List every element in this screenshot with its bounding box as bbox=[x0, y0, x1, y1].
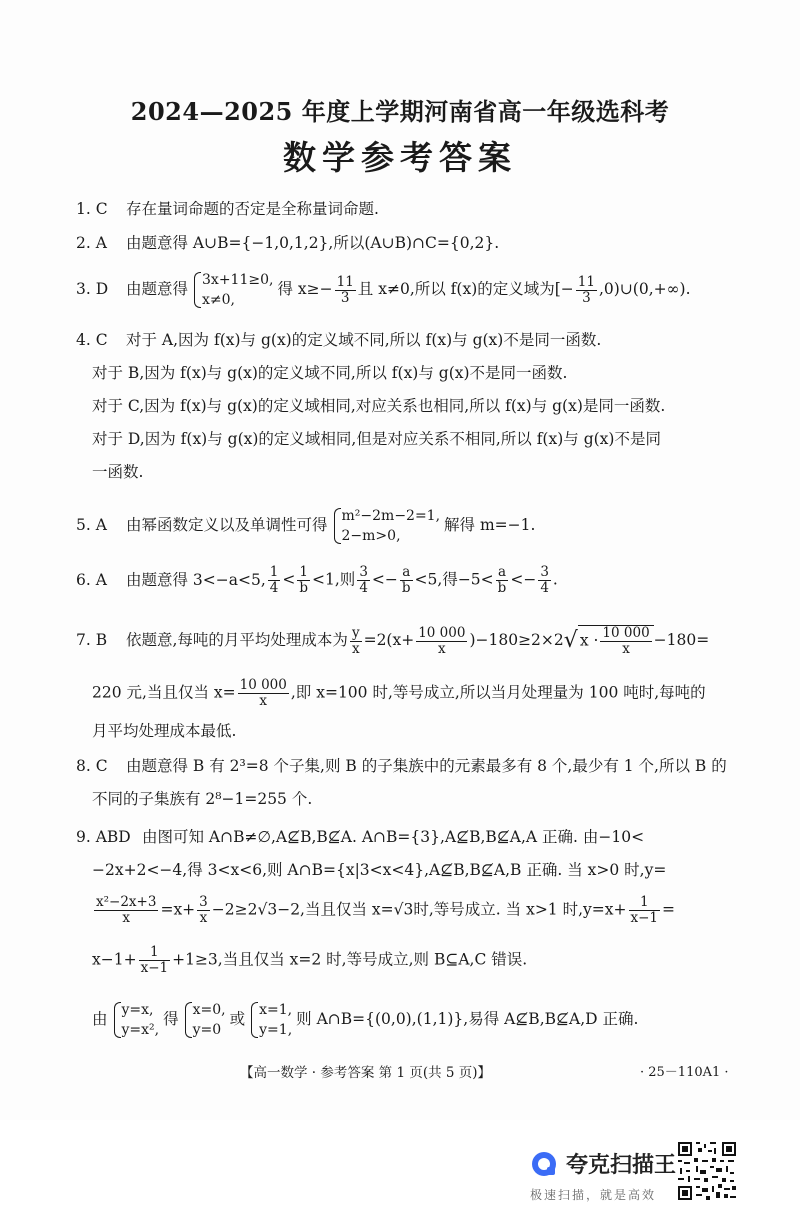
answer-8: 8. C 由题意得 B 有 2³=8 个子集,则 B 的子集族中的元素最多有 8 个,最少有 1 个,所以 B 的 bbox=[76, 757, 727, 775]
answer-6: 6. A 由题意得 3<−a<5, $\frac{1}{4}$ < $\frac{1}{b}$ <1,则 $\frac{3}{4}$ <− $\frac{a}{b}$ <5,得−5< $\frac{a}{b}$ <− $\frac{3}{4}$ . bbox=[76, 564, 558, 596]
fraction: $\frac{a}{b}$ bbox=[401, 564, 411, 596]
equation-system: y=x, y=x², bbox=[112, 1000, 160, 1040]
answer-7-line-3: 月平均处理成本最低. bbox=[92, 722, 237, 740]
question-number: 3. D bbox=[76, 280, 109, 298]
answer-9-line-3: $\frac{\text{x²−2x+3}}{x}$ =x+ $\frac{3}{x}$ −2≥2√3−2,当且仅当 x=√3时,等号成立. 当 x>1 时,y=x+ $\frac{1}{x-1}$ = bbox=[96, 894, 676, 926]
exam-code: · 25－110A1 · bbox=[640, 1065, 729, 1080]
fraction: $\frac{\text{x²−2x+3}}{x}$ bbox=[96, 894, 157, 926]
fraction: $\frac{10 000}{x}$ bbox=[602, 625, 650, 657]
question-number: 4. C bbox=[76, 331, 108, 349]
answer-4-line-5: 一函数. bbox=[92, 463, 144, 481]
answer-7: 7. B 依题意,每吨的月平均处理成本为 $\frac{y}{x}$ =2(x+ $\frac{10 000}{x}$ )−180≥2×2√ x · $\frac{10 000}{x}$ −180= bbox=[76, 624, 710, 657]
answer-5: 5. A 由幂函数定义以及单调性可得 m²−2m−2=1, 2−m>0, 解得 m=−1. bbox=[76, 508, 536, 544]
fraction: $\frac{3}{x}$ bbox=[199, 894, 208, 926]
fraction: $\frac{a}{b}$ bbox=[497, 564, 507, 596]
question-number: 2. A bbox=[76, 234, 107, 252]
answer-4-line-4: 对于 D,因为 f(x)与 g(x)的定义域相同,但是对应关系不相同,所以 f(x)与 g(x)不是同 bbox=[92, 430, 661, 448]
equation-system: 3x+11≥0, x≠0, bbox=[192, 270, 273, 310]
answer-9: 9. ABD 由图可知 A∩B≠∅,A⊈B,B⊈A. A∩B={3},A⊈B,B⊈A,A 正确. 由−10< bbox=[76, 828, 645, 846]
answer-1 bbox=[76, 198, 379, 220]
fraction: $\frac{1}{b}$ bbox=[299, 564, 309, 596]
watermark-brand: 夸克扫描王 bbox=[566, 1153, 677, 1178]
answer-3: 3. D 由题意得 3x+11≥0, x≠0, 得 x≥− $\frac{11}{3}$ 且 x≠0,所以 f(x)的定义域为[− $\frac{11}{3}$ ,0)∪(0,+∞). bbox=[76, 272, 691, 308]
answer-9-line-2: −2x+2<−4,得 3<x<6,则 A∩B={x|3<x<4},A⊈B,B⊈A,B 正确. 当 x>0 时,y= bbox=[92, 861, 667, 879]
answer-9-line-5: 由 y=x, y=x², 得 x=0, y=0 或 x=1, y=1, 则 A∩B={(0,0),(1,1)},易得 A⊈B,B⊈A,D 正确. bbox=[92, 1002, 639, 1038]
answer-2 bbox=[76, 232, 499, 254]
qr-code-icon bbox=[676, 1140, 738, 1202]
question-number: 7. B bbox=[76, 631, 108, 649]
explanation: 由题意得 A∪B={−1,0,1,2},所以(A∪B)∩C={0,2}. bbox=[126, 234, 500, 252]
fraction: $\frac{3}{4}$ bbox=[540, 564, 549, 596]
fraction: $\frac{3}{4}$ bbox=[359, 564, 368, 596]
question-number: 9. ABD bbox=[76, 828, 131, 846]
answer-4: 4. C 对于 A,因为 f(x)与 g(x)的定义域不同,所以 f(x)与 g(x)不是同一函数. bbox=[76, 331, 602, 349]
equation-system: x=0, y=0 bbox=[183, 1000, 226, 1040]
answer-4-line-3: 对于 C,因为 f(x)与 g(x)的定义域相同,对应关系也相同,所以 f(x)与 g(x)是同一函数. bbox=[92, 397, 666, 415]
question-number: 6. A bbox=[76, 570, 107, 589]
fraction: $\frac{11}{3}$ bbox=[577, 273, 595, 306]
question-number: 8. C bbox=[76, 757, 108, 775]
question-number: 1. C bbox=[76, 200, 108, 218]
fraction: $\frac{10 000}{x}$ bbox=[418, 624, 466, 657]
answer-4-line-2: 对于 B,因为 f(x)与 g(x)的定义域不同,所以 f(x)与 g(x)不是同一函数. bbox=[92, 364, 568, 382]
fraction: $\frac{1}{x-1}$ bbox=[140, 944, 169, 976]
answer-8-line-2: 不同的子集族有 2⁸−1=255 个. bbox=[92, 790, 313, 808]
equation-system: x=1, y=1, bbox=[249, 1000, 292, 1040]
explanation: 存在量词命题的否定是全称量词命题. bbox=[126, 200, 379, 218]
fraction: $\frac{1}{x-1}$ bbox=[630, 894, 659, 926]
square-root: x · $\frac{10 000}{x}$ bbox=[578, 625, 654, 657]
page-title: 数学参考答案 bbox=[283, 138, 517, 177]
fraction: $\frac{1}{4}$ bbox=[269, 564, 279, 596]
equation-system: m²−2m−2=1, 2−m>0, bbox=[332, 506, 441, 546]
watermark-tagline: 极速扫描，就是高效 bbox=[530, 1188, 657, 1202]
fraction: $\frac{11}{3}$ bbox=[336, 273, 354, 306]
fraction: $\frac{10 000}{x}$ bbox=[239, 677, 287, 709]
fraction: $\frac{y}{x}$ bbox=[351, 624, 360, 657]
question-number: 5. A bbox=[76, 516, 107, 534]
answer-7-line-2: 220 元,当且仅当 x= $\frac{10 000}{x}$ ,即 x=100 时,等号成立,所以当月处理量为 100 吨时,每吨的 bbox=[92, 677, 706, 709]
exam-title: 2024—2025 年度上学期河南省高一年级选科考 bbox=[130, 97, 670, 126]
answer-9-line-4: x−1+ $\frac{1}{x-1}$ +1≥3,当且仅当 x=2 时,等号成立,则 B⊆A,C 错误. bbox=[92, 944, 528, 976]
page-footer: 【高一数学 · 参考答案 第 1 页(共 5 页)】 bbox=[240, 1065, 492, 1081]
quark-logo-icon bbox=[530, 1150, 558, 1178]
